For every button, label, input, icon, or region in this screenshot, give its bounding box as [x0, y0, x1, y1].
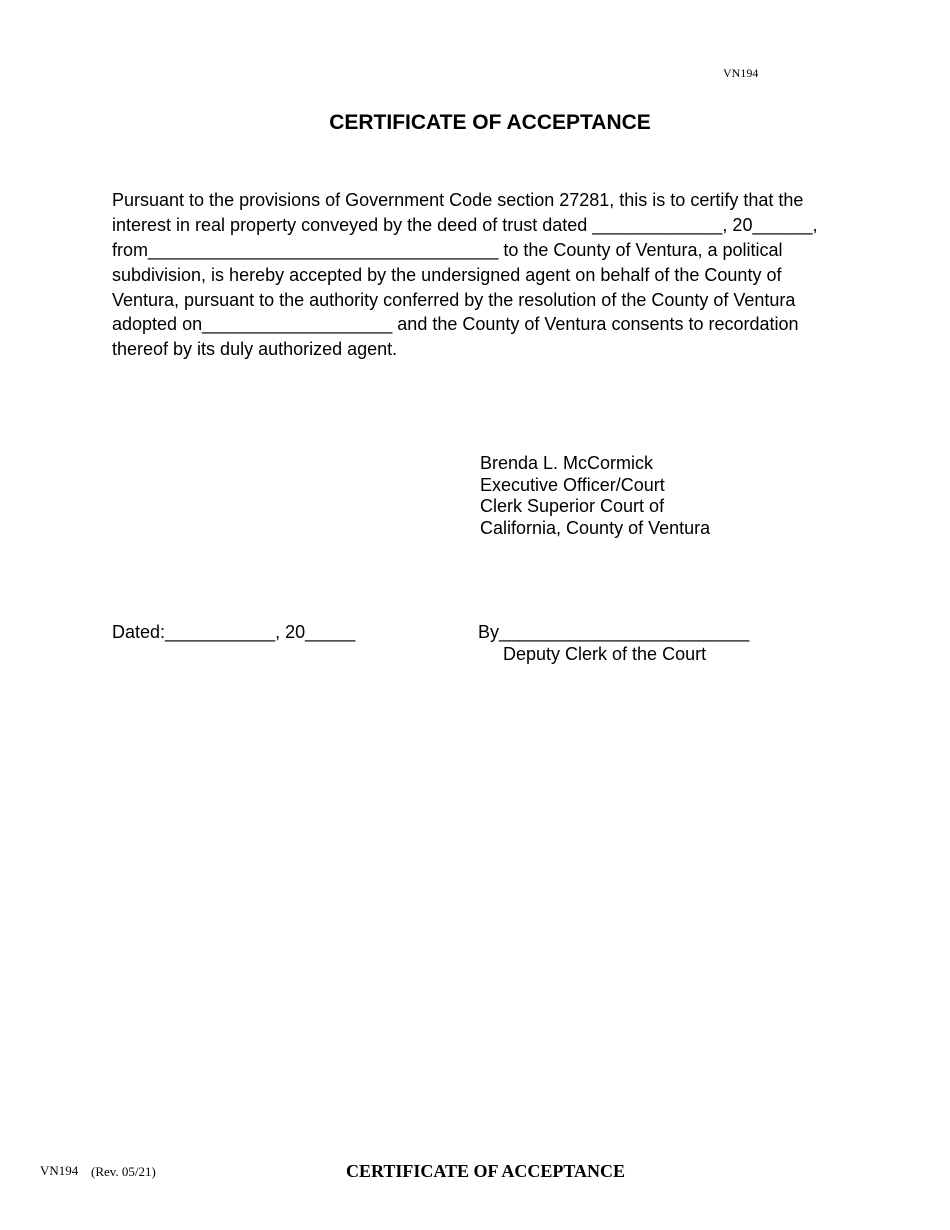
dated-field: Dated:___________, 20_____ — [112, 622, 356, 642]
signatory-block — [480, 453, 710, 539]
signature-role: Deputy Clerk of the Court — [503, 644, 707, 664]
body-line-2: interest in real property conveyed by the deed of trust dated _____________, 20______, — [112, 215, 818, 235]
body-line-4: subdivision, is hereby accepted by the undersigned agent on behalf of the County of — [112, 265, 782, 285]
footer-form-id: VN194 — [40, 1163, 79, 1178]
footer-title: CERTIFICATE OF ACCEPTANCE — [346, 1161, 626, 1181]
signatory-title-line-3: California, County of Ventura — [480, 517, 711, 538]
body-line-6: adopted on___________________ and the County of Ventura consents to recordation — [112, 314, 799, 334]
body-line-1: Pursuant to the provisions of Government Code section 27281, this is to certify that the — [112, 190, 804, 210]
form-id: VN194 — [723, 66, 759, 80]
document-title: CERTIFICATE OF ACCEPTANCE — [329, 111, 651, 134]
signatory-title-line-1: Executive Officer/Court — [480, 474, 665, 495]
signature-line: By_________________________ — [478, 622, 750, 642]
body-line-5: Ventura, pursuant to the authority conferred by the resolution of the County of Ventura — [112, 290, 796, 310]
signatory-title-line-2: Clerk Superior Court of — [480, 496, 665, 516]
footer-revision: (Rev. 05/21) — [91, 1164, 156, 1179]
signatory-name: Brenda L. McCormick — [480, 453, 654, 473]
body-line-7: thereof by its duly authorized agent. — [112, 339, 398, 359]
body-line-3: from___________________________________ to the County of Ventura, a political — [112, 240, 783, 260]
